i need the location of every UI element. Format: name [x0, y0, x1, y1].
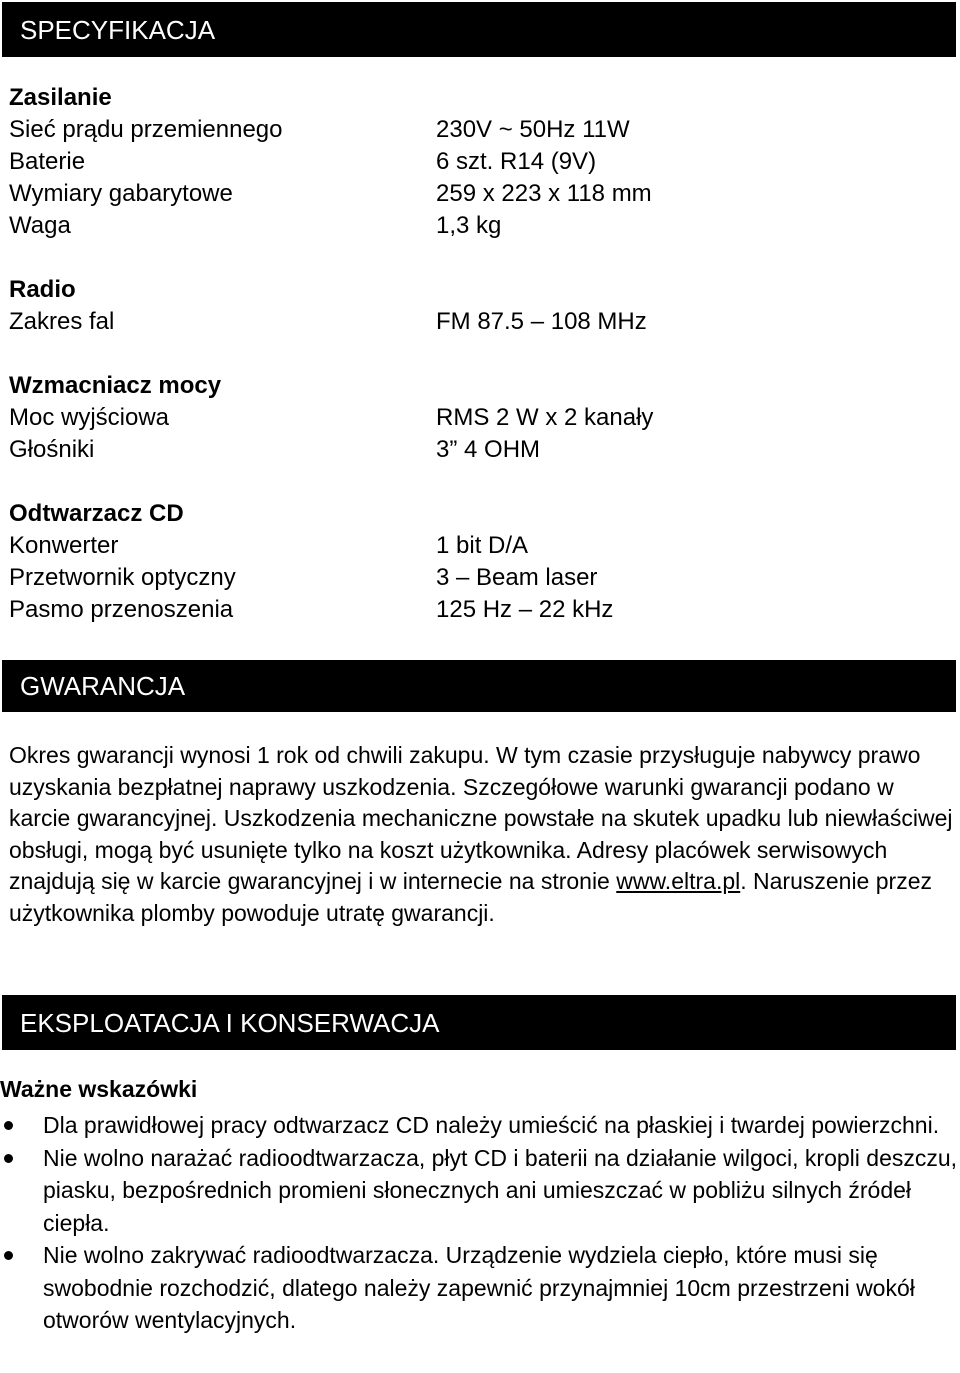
list-item	[0, 1239, 958, 1337]
spec-label: Moc wyjściowa	[9, 404, 170, 431]
spec-value: 1 bit D/A	[436, 532, 529, 559]
spec-row	[9, 434, 949, 466]
spec-row	[9, 210, 949, 242]
bullet-icon	[4, 1154, 13, 1163]
spec-group-title: Wzmacniacz mocy	[9, 372, 222, 399]
warranty-paragraph	[9, 740, 955, 929]
spec-value: 1,3 kg	[436, 212, 502, 239]
bullet-icon	[4, 1121, 13, 1130]
spec-group-radio	[9, 274, 949, 338]
warranty-text-end: . Naruszenie przez użytkownika plomby powoduje utratę gwarancji.	[9, 868, 932, 926]
list-item-text: Nie wolno zakrywać radioodtwarzacza. Urządzenie wydziela ciepło, które musi się swobodnie rozchodzić, dlatego należy zapewnić przynajmniej 10cm przestrzeni wokół otworów wentylacyjnych.	[43, 1242, 915, 1333]
spec-label: Baterie	[9, 148, 86, 175]
spec-value: 6 szt. R14 (9V)	[436, 148, 597, 175]
spec-value: 3 – Beam laser	[436, 564, 598, 591]
spec-label: Głośniki	[9, 436, 95, 463]
warranty-text: Okres gwarancji wynosi 1 rok od chwili zakupu. W tym czasie przysługuje nabywcy prawo uzyskania bezpłatnej naprawy uszkodzenia. Szczegółowe warunki gwarancji podano w karcie gwarancyjnej. Uszkodzenia mechaniczne powstałe na skutek upadku lub niewłaściwej obsługi, mogą być usunięte tylko na koszt użytkownika. Adresy placówek serwisowych znajdują się w karcie gwarancyjnej i w internecie na stronie	[9, 742, 953, 894]
important-notes-heading: Ważne wskazówki	[0, 1076, 198, 1102]
spec-row	[9, 562, 949, 594]
list-item	[0, 1142, 958, 1240]
bullet-icon	[4, 1251, 13, 1260]
eltra-website-link[interactable]: www.eltra.pl	[616, 868, 741, 894]
spec-section-title: SPECYFIKACJA	[20, 14, 216, 45]
spec-row	[9, 402, 949, 434]
spec-label: Zakres fal	[9, 308, 115, 335]
spec-row	[9, 146, 949, 178]
spec-row	[9, 114, 949, 146]
warranty-section-header	[2, 660, 956, 712]
spec-list	[9, 82, 949, 658]
spec-row	[9, 530, 949, 562]
spec-group-cd	[9, 498, 949, 626]
spec-label: Przetwornik optyczny	[9, 564, 236, 591]
spec-label: Pasmo przenoszenia	[9, 596, 234, 623]
spec-value: RMS 2 W x 2 kanały	[436, 404, 654, 431]
spec-label: Waga	[9, 212, 71, 239]
list-item	[0, 1109, 958, 1142]
maintenance-section-title: EKSPLOATACJA I KONSERWACJA	[20, 1007, 440, 1038]
spec-value: 3” 4 OHM	[436, 436, 541, 463]
spec-group-title: Radio	[9, 276, 76, 303]
spec-group-amplifier	[9, 370, 949, 466]
spec-label: Wymiary gabarytowe	[9, 180, 233, 207]
spec-group-title: Zasilanie	[9, 84, 112, 111]
spec-row	[9, 594, 949, 626]
spec-group-power	[9, 82, 949, 242]
spec-row	[9, 178, 949, 210]
spec-section-header	[2, 2, 956, 57]
spec-value: FM 87.5 – 108 MHz	[436, 308, 647, 335]
spec-row	[9, 306, 949, 338]
spec-value: 125 Hz – 22 kHz	[436, 596, 614, 623]
list-item-text: Dla prawidłowej pracy odtwarzacz CD należy umieścić na płaskiej i twardej powierzchni.	[43, 1112, 940, 1138]
spec-label: Konwerter	[9, 532, 119, 559]
spec-group-title: Odtwarzacz CD	[9, 500, 184, 527]
warranty-section-title: GWARANCJA	[20, 671, 186, 701]
list-item-text: Nie wolno narażać radioodtwarzacza, płyt CD i baterii na działanie wilgoci, kropli deszczu, piasku, bezpośrednich promieni słonecznych ani umieszczać w pobliżu silnych źródeł ciepła.	[43, 1144, 958, 1236]
important-notes-list	[0, 1109, 958, 1337]
spec-value: 230V ~ 50Hz 11W	[436, 116, 630, 143]
spec-value: 259 x 223 x 118 mm	[436, 180, 652, 207]
maintenance-section-header	[2, 995, 956, 1050]
spec-label: Sieć prądu przemiennego	[9, 116, 283, 143]
